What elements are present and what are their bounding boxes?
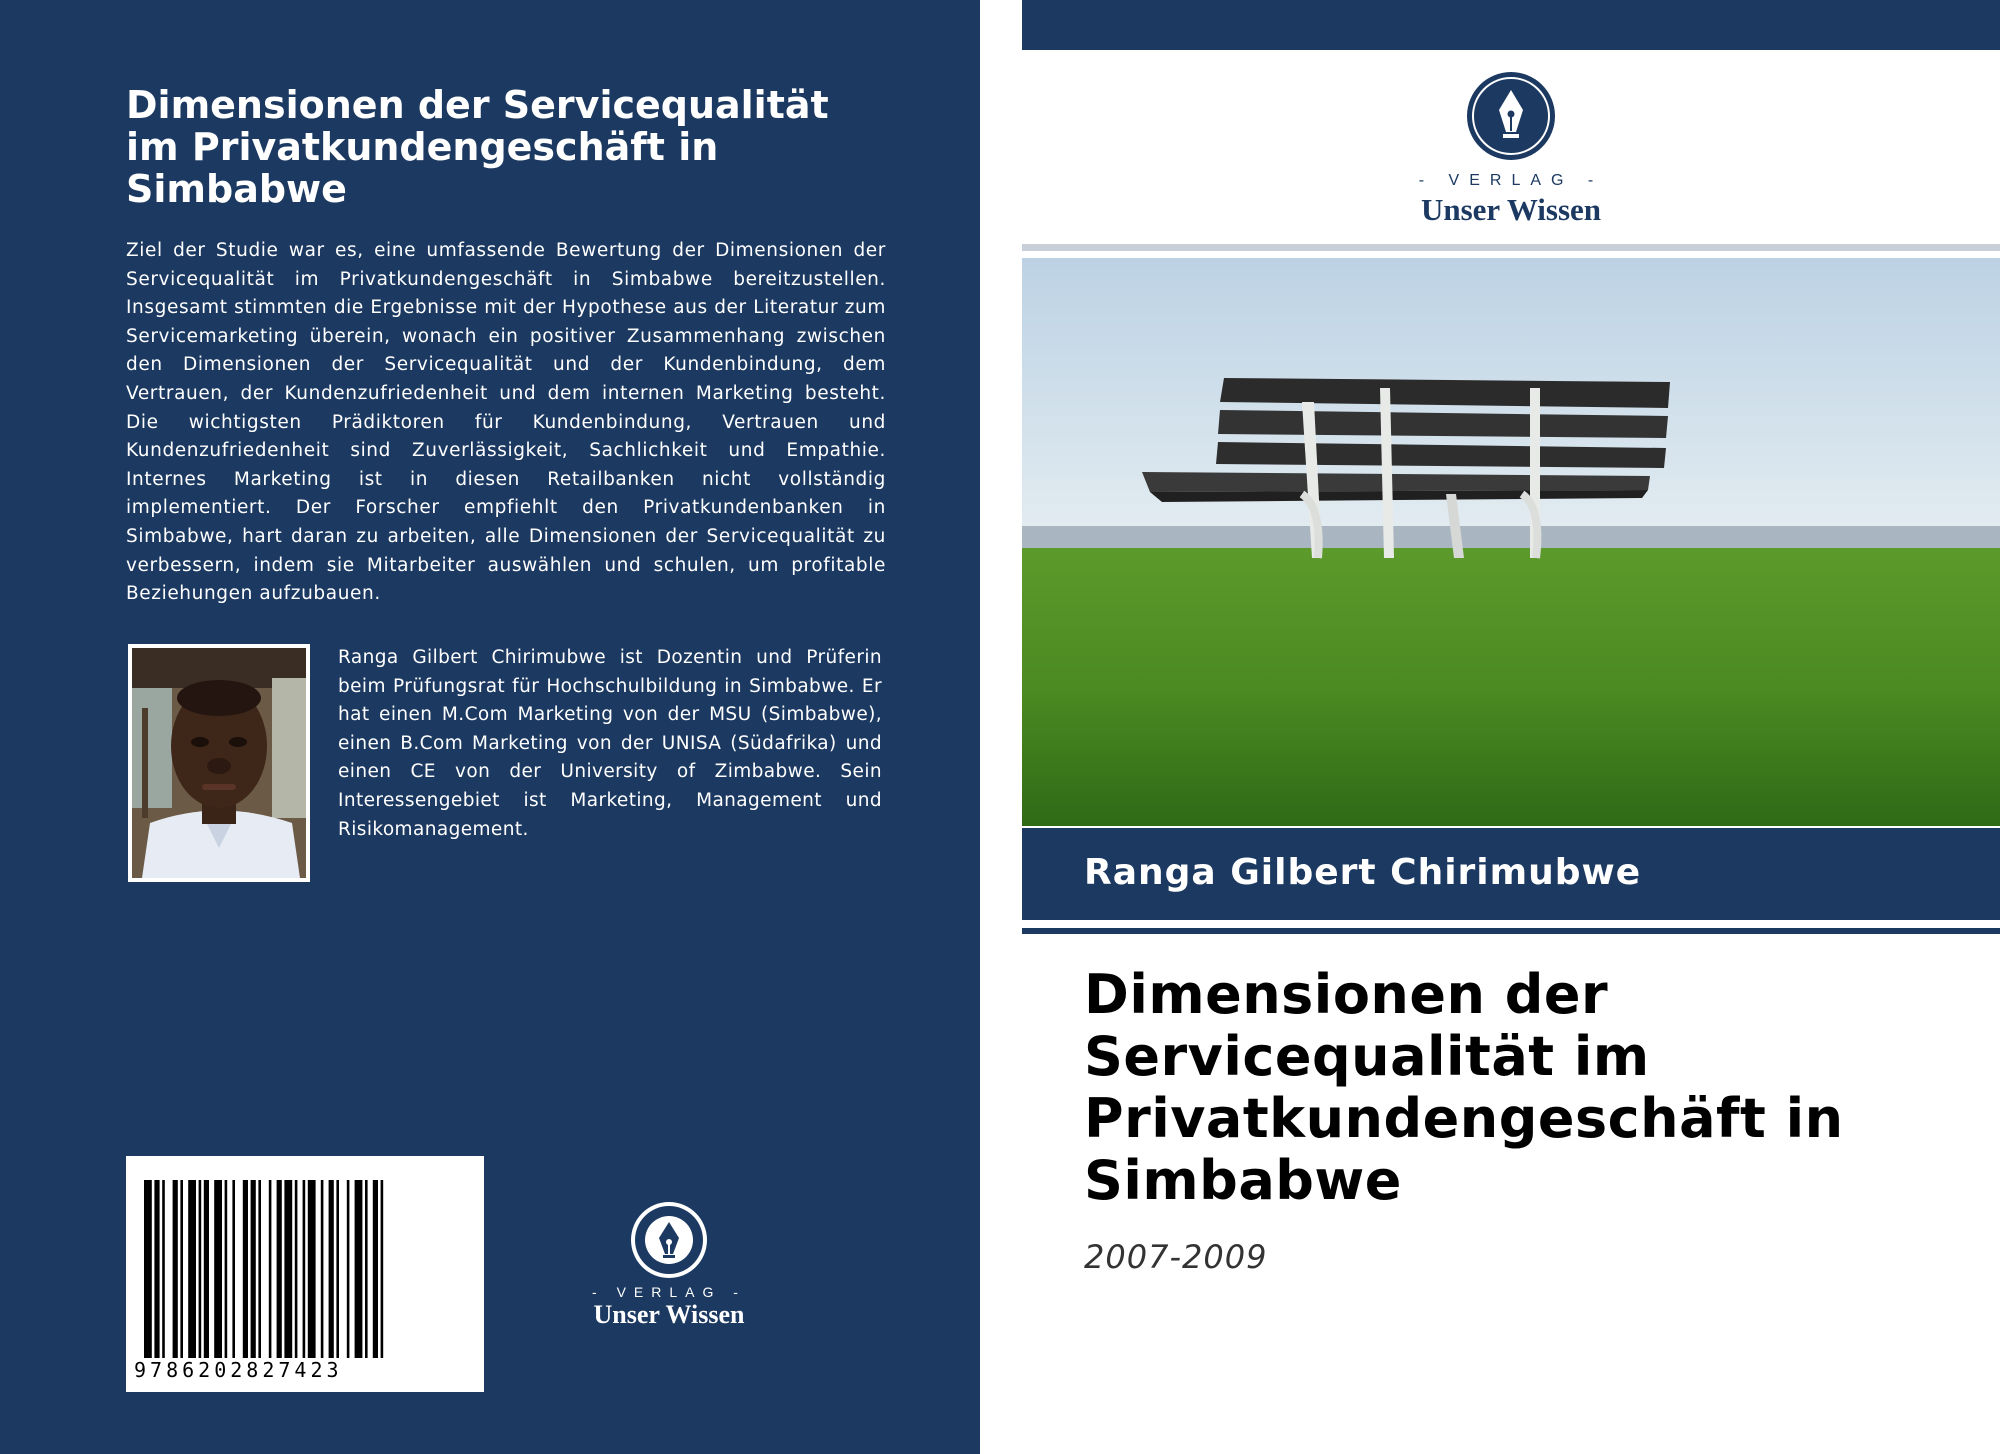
band-divider bbox=[1022, 928, 2000, 934]
back-logo-verlag: - VERLAG - bbox=[592, 1284, 746, 1300]
barcode-bar bbox=[347, 1180, 350, 1358]
author-name: Ranga Gilbert Chirimubwe bbox=[1084, 852, 1642, 893]
barcode-bar bbox=[199, 1180, 202, 1358]
barcode-bar bbox=[365, 1180, 368, 1358]
bench-on-grass-photo bbox=[1022, 258, 2000, 826]
barcode-bar bbox=[381, 1180, 384, 1358]
author-photo bbox=[128, 644, 310, 882]
barcode-bar bbox=[321, 1180, 324, 1358]
front-cover-subtitle: 2007-2009 bbox=[1084, 1238, 1268, 1276]
author-band bbox=[1022, 828, 2000, 920]
isbn-digits: 9786202827423 bbox=[134, 1358, 343, 1382]
pen-nib-logo-icon bbox=[1465, 70, 1557, 162]
barcode-bar bbox=[303, 1180, 306, 1358]
front-cover bbox=[1022, 0, 2000, 1454]
barcode-bar bbox=[173, 1180, 178, 1358]
front-top-bar bbox=[1022, 0, 2000, 50]
barcode-bar bbox=[277, 1180, 282, 1358]
barcode-bar bbox=[373, 1180, 378, 1358]
barcode-bar bbox=[336, 1180, 339, 1358]
barcode-bar bbox=[154, 1180, 159, 1358]
cover-photo bbox=[1022, 258, 2000, 826]
author-portrait-image bbox=[132, 648, 306, 878]
pen-nib-logo-icon bbox=[629, 1200, 709, 1280]
barcode-bar bbox=[162, 1180, 165, 1358]
barcode-bar bbox=[329, 1180, 334, 1358]
divider-rule bbox=[1022, 244, 2000, 251]
back-publisher-logo bbox=[566, 1200, 772, 1340]
barcode-bar bbox=[144, 1180, 152, 1358]
barcode-bar bbox=[188, 1180, 196, 1358]
back-cover bbox=[0, 0, 980, 1454]
barcode-bar bbox=[284, 1180, 292, 1358]
barcode-bar bbox=[232, 1180, 235, 1358]
barcode-bar bbox=[258, 1180, 261, 1358]
barcode-bar bbox=[269, 1180, 272, 1358]
barcode-bars bbox=[144, 1180, 466, 1358]
front-logo-verlag: - VERLAG - bbox=[1418, 172, 1604, 189]
isbn-barcode bbox=[126, 1156, 484, 1392]
barcode-bar bbox=[243, 1180, 248, 1358]
barcode-bar bbox=[214, 1180, 222, 1358]
front-publisher-logo bbox=[1022, 70, 2000, 228]
barcode-bar bbox=[180, 1180, 183, 1358]
front-cover-title: Dimensionen der Servicequalität im Privatkundengeschäft in Simbabwe bbox=[1084, 963, 1844, 1212]
barcode-bar bbox=[355, 1180, 363, 1358]
barcode-bar bbox=[251, 1180, 256, 1358]
barcode-bar bbox=[308, 1180, 316, 1358]
back-logo-name: Unser Wissen bbox=[593, 1300, 745, 1329]
barcode-bar bbox=[225, 1180, 228, 1358]
author-bio: Ranga Gilbert Chirimubwe ist Dozentin und Prüferin beim Prüfungsrat für Hochschulbildung in Simbabwe. Er hat einen M.Com Marketing von der MSU (Simbabwe), einen B.Com Marketing von der UNISA (Südafrika) und einen CE von der University of Zimbabwe. Sein Interessengebiet ist Marketing, Management und Risikomanagement. bbox=[338, 647, 882, 840]
barcode-bar bbox=[295, 1180, 298, 1358]
barcode-bar bbox=[204, 1180, 209, 1358]
spine bbox=[980, 0, 1022, 1454]
back-cover-description: Ziel der Studie war es, eine umfassende Bewertung der Dimensionen der Servicequalität im Privatkundengeschäft in Simbabwe bereitzustellen. Insgesamt stimmten die Ergebnisse mit der Hypothese aus der Literatur zum Servicemarketing überein, wonach ein positiver Zusammenhang zwischen den Dimensionen der Servicequalität und der Kundenbindung, dem Vertrauen, der Kundenzufriedenheit und dem internen Marketing besteht. Die wichtigsten Prädiktoren für Kundenbindung, Vertrauen und Kundenzufriedenheit sind Zuverlässigkeit, Sachlichkeit und Empathie. Internes Marketing ist in diesen Retailbanken nicht vollständig implementiert. Der Forscher empfiehlt den Privatkundenbanken in Simbabwe, hart daran zu arbeiten, alle Dimensionen der Servicequalität zu verbessern, indem sie Mitarbeiter auswählen und schulen, um profitable Beziehungen aufzubauen. bbox=[126, 240, 886, 605]
front-logo-name: Unser Wissen bbox=[1420, 192, 1602, 227]
back-cover-title: Dimensionen der Servicequalität im Privatkundengeschäft in Simbabwe bbox=[126, 83, 829, 211]
